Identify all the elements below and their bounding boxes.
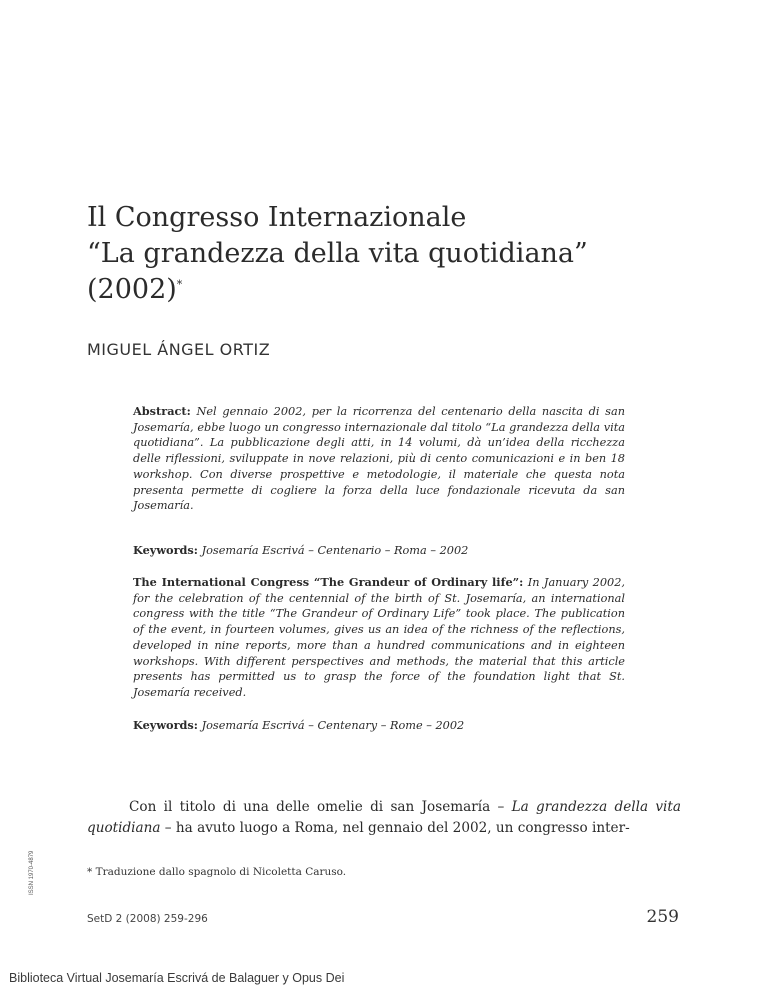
journal-reference: SetD 2 (2008) 259-296 (87, 913, 208, 925)
title-line-1: Il Congresso Internazionale (87, 202, 467, 233)
title-line-2: “La grandezza della vita quotidiana” (87, 238, 588, 269)
keywords-english (133, 718, 625, 734)
footnote: * Traduzione dallo spagnolo di Nicoletta Caruso. (87, 866, 347, 878)
abstract-en-text: In January 2002, for the celebration of the centennial of the birth of St. Josemaría, an international congress with the title “The Grandeur of Ordinary Life” took place. The publication of the event, in fourteen volumes, gives us an idea of the richness of the reflections, developed in nine reports, more than a hundred communications and in eighteen workshops. With different perspectives and methods, the material that this article presents has permitted us to grasp the force of the foundation light that St. Josemaría received. (133, 576, 626, 699)
keywords-en-label: Keywords: (133, 718, 198, 732)
body-text-after: – ha avuto luogo a Roma, nel gennaio del 2002, un congresso inter- (160, 819, 630, 836)
page-number: 259 (646, 907, 679, 927)
abstract-english (133, 575, 625, 701)
body-text-before: Con il titolo di una delle omelie di san Josemaría – (129, 799, 512, 815)
keywords-italian (133, 543, 625, 559)
library-footer[interactable]: Biblioteca Virtual Josemaría Escrivá de Balaguer y Opus Dei (9, 971, 345, 985)
keywords-text: Josemaría Escrivá – Centenario – Roma – 2002 (201, 544, 469, 557)
title-footnote-marker[interactable]: * (176, 278, 183, 291)
title-line-3: (2002) (87, 274, 177, 305)
abstract-italian (133, 404, 625, 514)
abstract-text: Nel gennaio 2002, per la ricorrenza del centenario della nascita di san Josemaría, ebbe luogo un congresso internazionale dal titolo “La grandezza della vita quotidiana”. La pubblicazione degli atti, in 14 volumi, dà un’idea della ricchezza delle riflessioni, sviluppate in nove relazioni, più di cento comunicazioni e in ben 18 workshop. Con diverse prospettive e metodologie, il materiale che questa nota presenta permette di cogliere la forza della luce fondazionale ricevuta da san Josemaría. (133, 405, 625, 513)
abstract-label: Abstract: (133, 404, 191, 418)
body-text-italic: La grandezza della vita quotidiana (87, 799, 681, 836)
keywords-label: Keywords: (133, 543, 198, 557)
keywords-en-text: Josemaría Escrivá – Centenary – Rome – 2002 (201, 719, 465, 732)
article-title (87, 200, 687, 308)
issn-label: ISSN 1970-4879 (29, 850, 35, 895)
author-name: MIGUEL ÁNGEL ORTIZ (87, 340, 271, 359)
body-paragraph (87, 797, 681, 838)
abstract-en-label: The International Congress “The Grandeur of Ordinary life”: (133, 575, 524, 589)
